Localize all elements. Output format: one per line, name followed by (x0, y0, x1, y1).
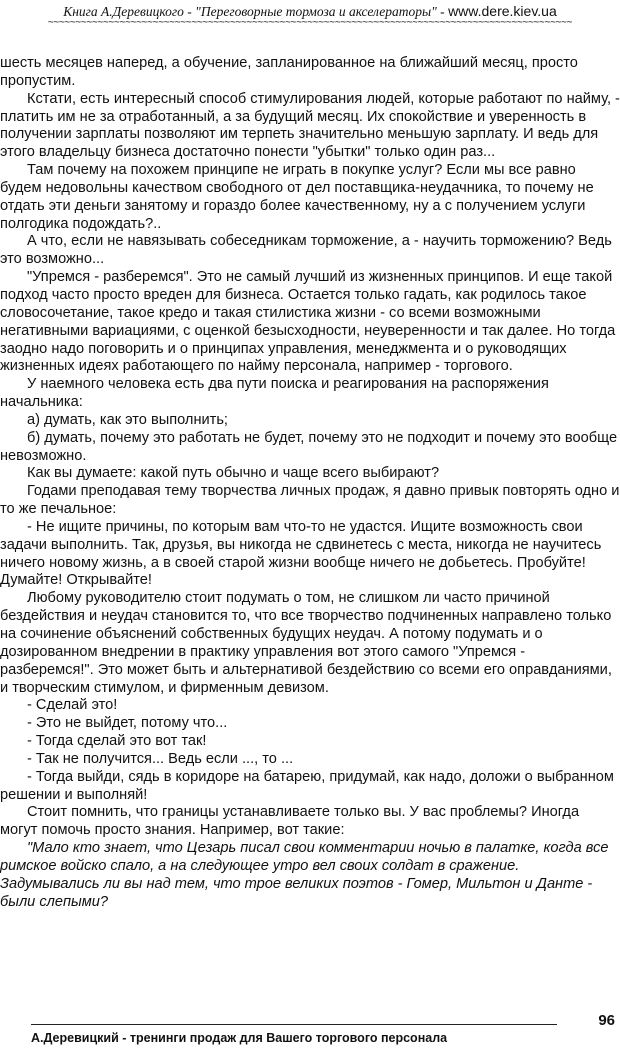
paragraph: "Упремся - разберемся". Это не самый лучший из жизненных принципов. И еще такой подход часто просто вреден для бизнеса. Остается только гадать, как родилось такое словосочетание, такое кредо и такая стилистика жизни - со всеми возможными негативными вариациями, с оценкой безысходности, неуверенности и так далее. Но тогда заодно надо поговорить и о принципах управления, менеджмента и о руководящих жизненных идеях работающего по найму персонала, например - торгового. (0, 269, 616, 375)
paragraph: У наемного человека есть два пути поиска и реагирования на распоряжения начальника: (0, 376, 549, 411)
paragraph: Стоит помнить, что границы устанавливаете только вы. У вас проблемы? Иногда могут помочь просто знания. Например, вот такие: (0, 804, 580, 839)
paragraph: - Не ищите причины, по которым вам что-то не удастся. Ищите возможность свои задачи выполнить. Так, друзья, вы никогда не сдвинетесь с места, никогда не научитесь ничего новому жизнь, а в своей старой жизни вообще ничего не добьетесь. Пробуйте! Думайте! Открывайте! (0, 518, 602, 589)
dialogue-line: - Это не выйдет, потому что... (27, 715, 228, 732)
paragraph: Как вы думаете: какой путь обычно и чаще всего выбирают? (27, 465, 440, 482)
page-number: 96 (598, 1012, 615, 1029)
book-title: Книга А.Деревицкого - "Переговорные тормоза и акселераторы" - (63, 4, 445, 19)
site-url[interactable]: www.dere.kiev.ua (448, 3, 557, 19)
dialogue-line: - Так не получится... Ведь если ..., то ... (27, 750, 294, 767)
paragraph: А что, если не навязывать собеседникам торможение, а - научить торможению? Ведь это возможно... (0, 233, 612, 268)
paragraph: шесть месяцев наперед, а обучение, запланированное на ближайший месяц, просто пропустим. (0, 55, 578, 89)
paragraph: Кстати, есть интересный способ стимулирования людей, которые работают по найму, - платить им не за отработанный, а за будущий месяц. Их спокойствие и уверенность в получении зарплаты позволяют им терпеть значительно меньшую зарплату. И ведь для этого владельцу бизнеса достаточно понести "убытки" только один раз... (0, 90, 620, 161)
dialogue-line: - Тогда выйди, сядь в коридоре на батарею, придумай, как надо, доложи о выбранном решении и выполняй! (0, 768, 614, 803)
list-item: а) думать, как это выполнить; (27, 411, 228, 428)
quote-paragraph: "Мало кто знает, что Цезарь писал свои комментарии ночью в палатке, когда все римское войско спало, а на следующее утро вел своих солдат в сражение. Задумывались ли вы над тем, что трое великих поэтов - Гомер, Мильтон и Данте - были слепыми? (0, 840, 609, 910)
footer-divider (31, 1024, 557, 1025)
page-body (0, 55, 620, 912)
paragraph: Годами преподавая тему творчества личных продаж, я давно привык повторять одно и то же печальное: (0, 483, 620, 518)
list-item: б) думать, почему это работать не будет, почему это не подходит и почему это вообще невозможно. (0, 429, 618, 464)
paragraph: Там почему на похожем принципе не играть в покупке услуг? Если мы все равно будем недовольны качеством свободного от дел поставщика-неудачника, то почему не отдать эти деньги занятому и гораздо более качественному, ну а с получением услуги полгодика подождать?.. (0, 162, 594, 232)
running-footer: А.Деревицкий - тренинги продаж для Вашего торгового персонала (31, 1031, 448, 1045)
dialogue-line: - Сделай это! (27, 697, 118, 714)
dialogue-line: - Тогда сделай это вот так! (27, 733, 207, 750)
header-divider: ~~~~~~~~~~~~~~~~~~~~~~~~~~~~~~~~~~~~~~~~~~~~~~~~~~~~~~~~~~~~~~~~~~~~~~~~~~~~~~~~~~~~~~~~~~~~~~~ (47, 17, 573, 28)
paragraph: Любому руководителю стоит подумать о том, не слишком ли часто причиной бездействия и неудач становится то, что все творчество подчиненных направлено только на сочинение объяснений собственных будущих неудач. А потому подумать и о дозированном внедрении в практику управления вот этого самого "Упремся - разберемся!". Это может быть и альтернативой бездействию со всеми его оправданиями, и творческим стимулом, и фирменным девизом. (0, 590, 612, 696)
